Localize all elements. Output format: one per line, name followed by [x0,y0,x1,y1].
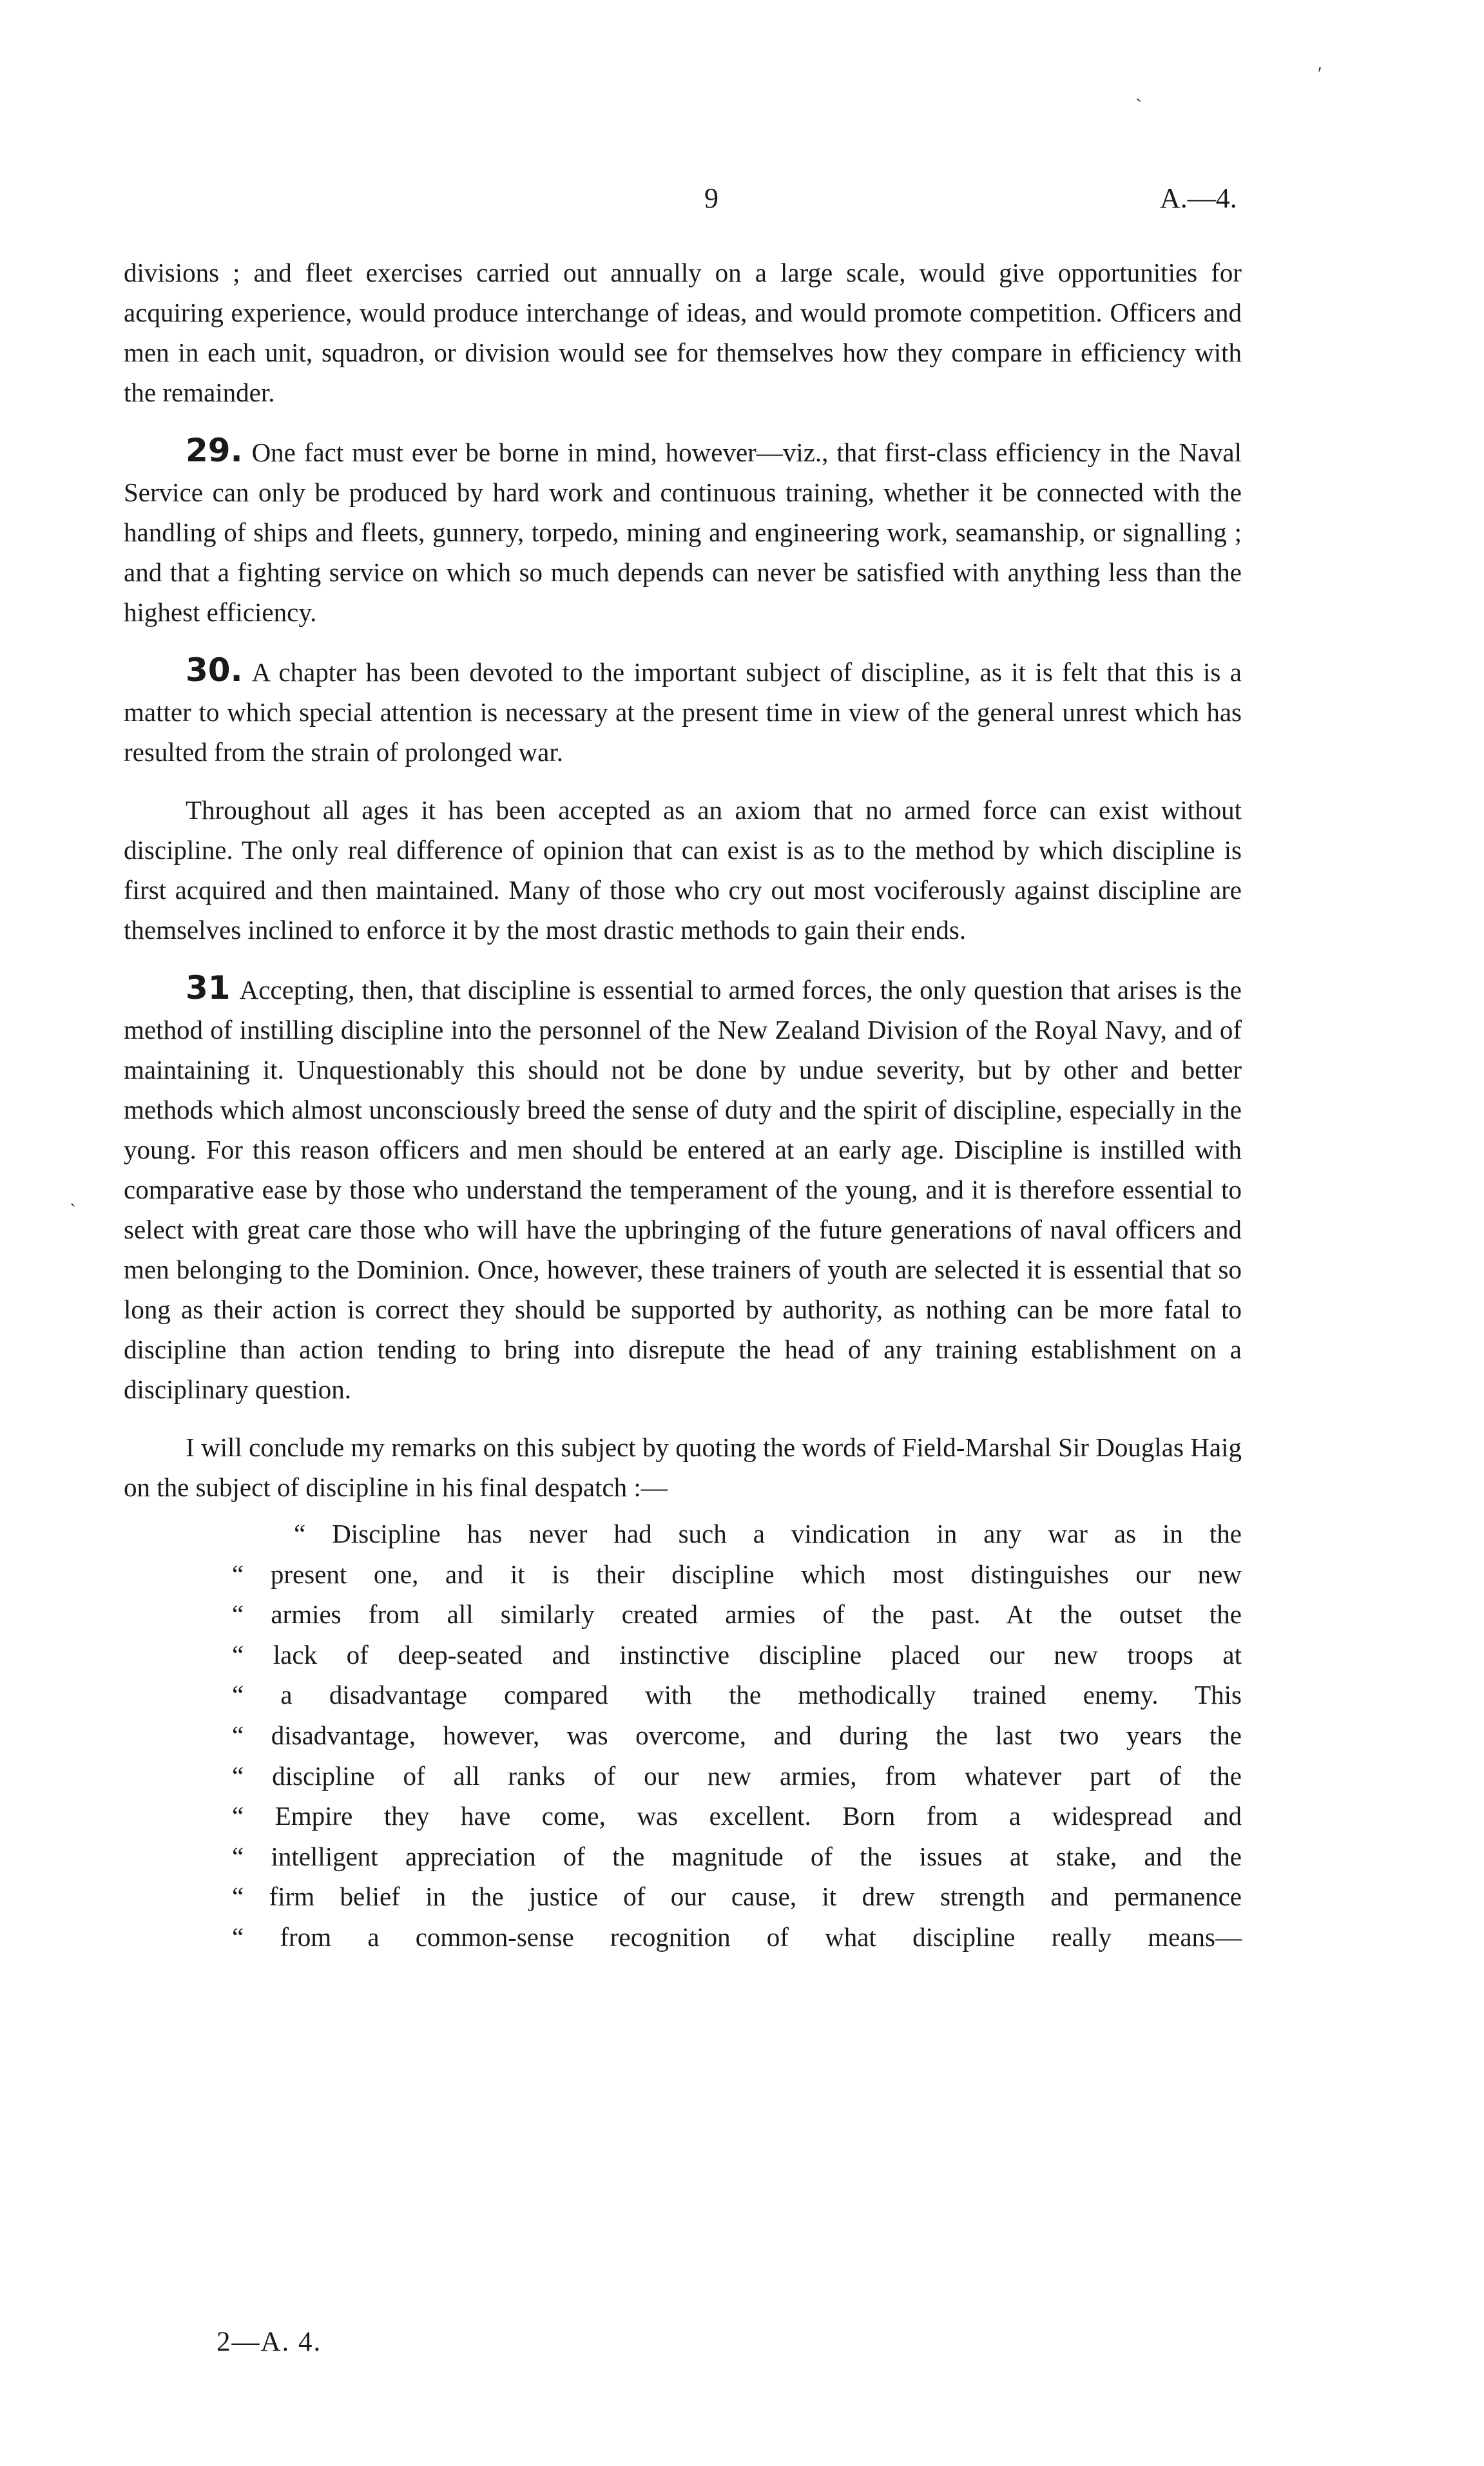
paragraph-number: 31 [186,969,231,1007]
paragraph-text: Throughout all ages it has been accepted as an axiom that no armed force can exist without discipline. The only real difference of opinion that can exist is as to the method by which discipline is first acquired and then maintained. Many of those who cry out most vociferously against discipline are themselves inclined to enforce it by the most drastic methods to gain their ends. [124,795,1242,945]
signature-mark: 2—A. 4. [217,2327,322,2357]
paragraph-text: Accepting, then, that discipline is essential to armed forces, the only question that arises is the method of instilling discipline into the personnel of the New Zealand Division of the Royal Navy, and of maintaining it. Unquestionably this should not be done by undue severity, but by other and better methods which almost unconsciously breed the sense of duty and the spirit of discipline, especially in the young. For this reason officers and men should be entered at an early age. Discipline is instilled with comparative ease by those who understand the temperament of the young, and it is therefore essential to select with great care those who will have the upbringing of the future generations of naval officers and men belonging to the Dominion. Once, however, these trainers of youth are selected it is essential that so long as their action is correct they should be supported by authority, as nothing can be more fatal to discipline than action tending to bring into disrepute the head of any training establishment on a disciplinary question. [124,975,1242,1404]
quote-line: “ present one, and it is their discipline which most distinguishes our new [232,1559,1242,1589]
scan-mark: ` [1135,95,1142,117]
paragraph-31 [124,968,1242,1409]
paragraph-axiom [124,790,1242,950]
paragraph-number: 29. [186,432,243,469]
paragraph-continuation [124,253,1242,412]
paragraph-text: I will conclude my remarks on this subject by quoting the words of Field-Marshal Sir Douglas Haig on the subject of discipline in his final despatch :— [124,1432,1242,1502]
quote-line: “ disadvantage, however, was overcome, and during the last two years the [232,1720,1242,1750]
body-text [124,253,1242,1958]
quote-line: “ armies from all similarly created armies of the past. At the outset the [232,1599,1242,1630]
quote-line: “ firm belief in the justice of our cause, it drew strength and permanence [232,1882,1242,1912]
document-reference: A.—4. [1160,182,1237,214]
paragraph-29 [124,430,1242,632]
paragraph-text: divisions ; and fleet exercises carried out annually on a large scale, would give opportunities for acquiring experience, would produce interchange of ideas, and would promote competition. Officers and men in each unit, squadron, or division would see for themselves how they compare in efficiency with the remainder. [124,258,1242,407]
page-number: 9 [704,182,718,214]
scan-mark: ʹ [1318,63,1322,84]
quote-line: “ discipline of all ranks of our new armies, from whatever part of the [232,1760,1242,1791]
quote-line: “ Discipline has never had such a vindication in any war as in the [294,1519,1242,1548]
quote-line: “ from a common-sense recognition of what discipline really means— [232,1922,1242,1952]
quote-line: “ Empire they have come, was excellent. Born from a widespread and [232,1801,1242,1831]
scan-mark: ˏ [70,1186,76,1207]
paragraph-30 [124,650,1242,772]
paragraph-text: One fact must ever be borne in mind, however—viz., that first-class efficiency in the Naval Service can only be produced by hard work and continuous training, whether it be connected with the handling of ships and fleets, gunnery, torpedo, mining and engineering work, seamanship, or signalling ; and that a fighting service on which so much depends can never be satisfied with anything less than the highest efficiency. [124,438,1242,627]
quote-line: “ lack of deep-seated and instinctive discipline placed our new troops at [232,1639,1242,1670]
paragraph-text: A chapter has been devoted to the important subject of discipline, as it is felt that this is a matter to which special attention is necessary at the present time in view of the general unrest which has resulted from the strain of prolonged war. [124,657,1242,767]
quote-line: “ a disadvantage compared with the methodically trained enemy. This [232,1680,1242,1710]
paragraph-conclusion [124,1427,1242,1507]
paragraph-number: 30. [186,651,243,689]
quote-line: “ intelligent appreciation of the magnitude of the issues at stake, and the [232,1841,1242,1871]
haig-quotation [232,1514,1242,1958]
